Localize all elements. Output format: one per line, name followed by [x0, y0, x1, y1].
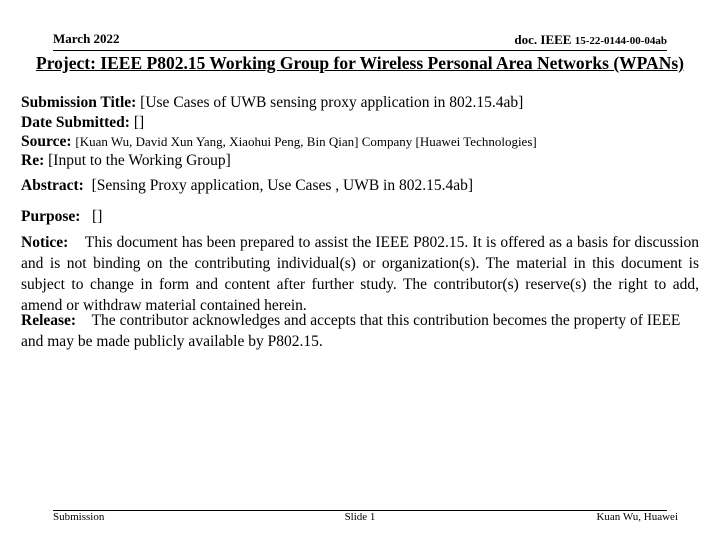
- source-label: Source:: [21, 133, 72, 150]
- abstract-label: Abstract:: [21, 177, 84, 194]
- re-label: Re:: [21, 152, 45, 169]
- date-submitted-label: Date Submitted:: [21, 114, 130, 131]
- doc-number: 15-22-0144-00-04ab: [574, 35, 667, 47]
- re-line: [21, 152, 231, 170]
- abstract-value: [Sensing Proxy application, Use Cases , UWB in 802.15.4ab]: [91, 177, 474, 194]
- submission-title-line: [21, 94, 523, 112]
- footer-author: Kuan Wu, Huawei: [596, 511, 678, 523]
- date-submitted-value: []: [133, 114, 145, 131]
- notice-text: This document has been prepared to assist the IEEE P802.15. It is offered as a basis for discussion and is not binding on the contributing individual(s) or organization(s). The material in this document is subject to change in form and content after further study. The contributor(s) reserve(s) the right to add, amend or withdraw material contained herein.: [21, 234, 699, 314]
- footer-slide-number: Slide 1: [344, 511, 376, 523]
- re-value: [Input to the Working Group]: [48, 152, 231, 169]
- abstract-line: [21, 177, 473, 195]
- purpose-value: []: [92, 208, 103, 225]
- notice-label: Notice:: [21, 234, 69, 251]
- release-text: The contributor acknowledges and accepts that this contribution becomes the property of IEEE and may be made publicly available by P802.15.: [21, 312, 681, 350]
- header-doc-id: [514, 32, 667, 48]
- source-value: [Kuan Wu, David Xun Yang, Xiaohui Peng, Bin Qian] Company [Huawei Technologies]: [75, 134, 537, 149]
- submission-title-label: Submission Title:: [21, 94, 137, 111]
- date-submitted-line: [21, 114, 144, 132]
- project-title: Project: IEEE P802.15 Working Group for Wireless Personal Area Networks (WPANs): [36, 53, 684, 73]
- header-rule: [53, 50, 667, 51]
- release-label: Release:: [21, 312, 77, 329]
- purpose-label: Purpose:: [21, 208, 81, 225]
- notice-paragraph: [21, 232, 699, 316]
- header-date: March 2022: [53, 31, 120, 46]
- source-line: [21, 133, 537, 151]
- footer-submission: Submission: [53, 511, 105, 523]
- purpose-line: [21, 208, 102, 226]
- submission-title-value: [Use Cases of UWB sensing proxy application in 802.15.4ab]: [140, 94, 524, 111]
- release-paragraph: [21, 310, 699, 352]
- doc-prefix: doc. IEEE: [514, 32, 575, 47]
